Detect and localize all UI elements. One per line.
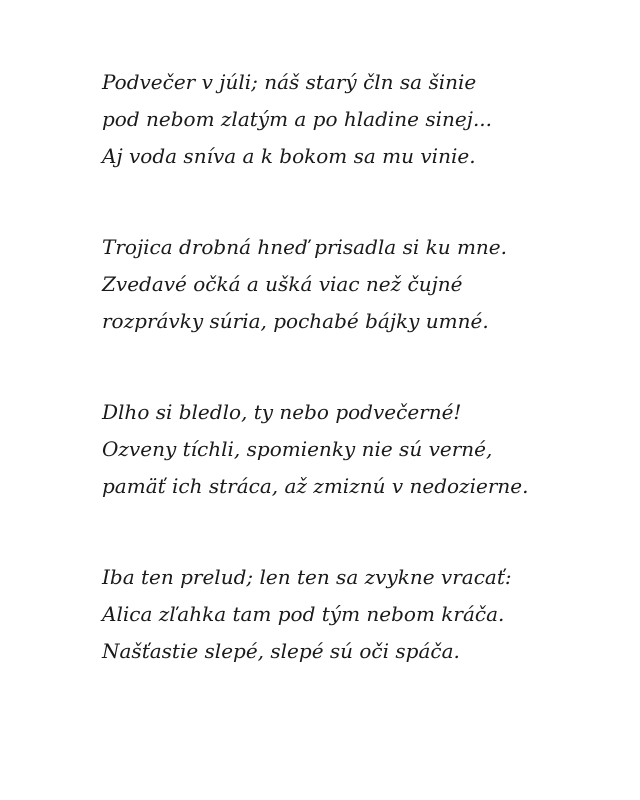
- poem-line: Zvedavé očká a ušká viac než čujné: [102, 272, 463, 296]
- stanza-4: [102, 559, 622, 670]
- poem-line: Našťastie slepé, slepé sú oči spáča.: [102, 639, 460, 663]
- poem-line: Podvečer v júli; náš starý čln sa šinie: [102, 70, 477, 94]
- poem-line: pod nebom zlatým a po hladine sinej...: [102, 107, 493, 131]
- poem-line: Dlho si bledlo, ty nebo podvečerné!: [102, 400, 462, 424]
- poem-line: rozprávky súria, pochabé bájky umné.: [102, 309, 489, 333]
- poem-line: Aj voda sníva a k bokom sa mu vinie.: [102, 144, 476, 168]
- poem: [102, 64, 622, 670]
- stanza-3: [102, 394, 622, 505]
- poem-line: Iba ten prelud; len ten sa zvykne vracať:: [102, 565, 512, 589]
- poem-line: pamäť ich stráca, až zmiznú v nedozierne.: [102, 474, 529, 498]
- poem-line: Ozveny tíchli, spomienky nie sú verné,: [102, 437, 493, 461]
- stanza-1: [102, 64, 622, 175]
- stanza-2: [102, 229, 622, 340]
- poem-line: Alica zľahka tam pod tým nebom kráča.: [102, 602, 505, 626]
- poem-line: Trojica drobná hneď prisadla si ku mne.: [102, 235, 507, 259]
